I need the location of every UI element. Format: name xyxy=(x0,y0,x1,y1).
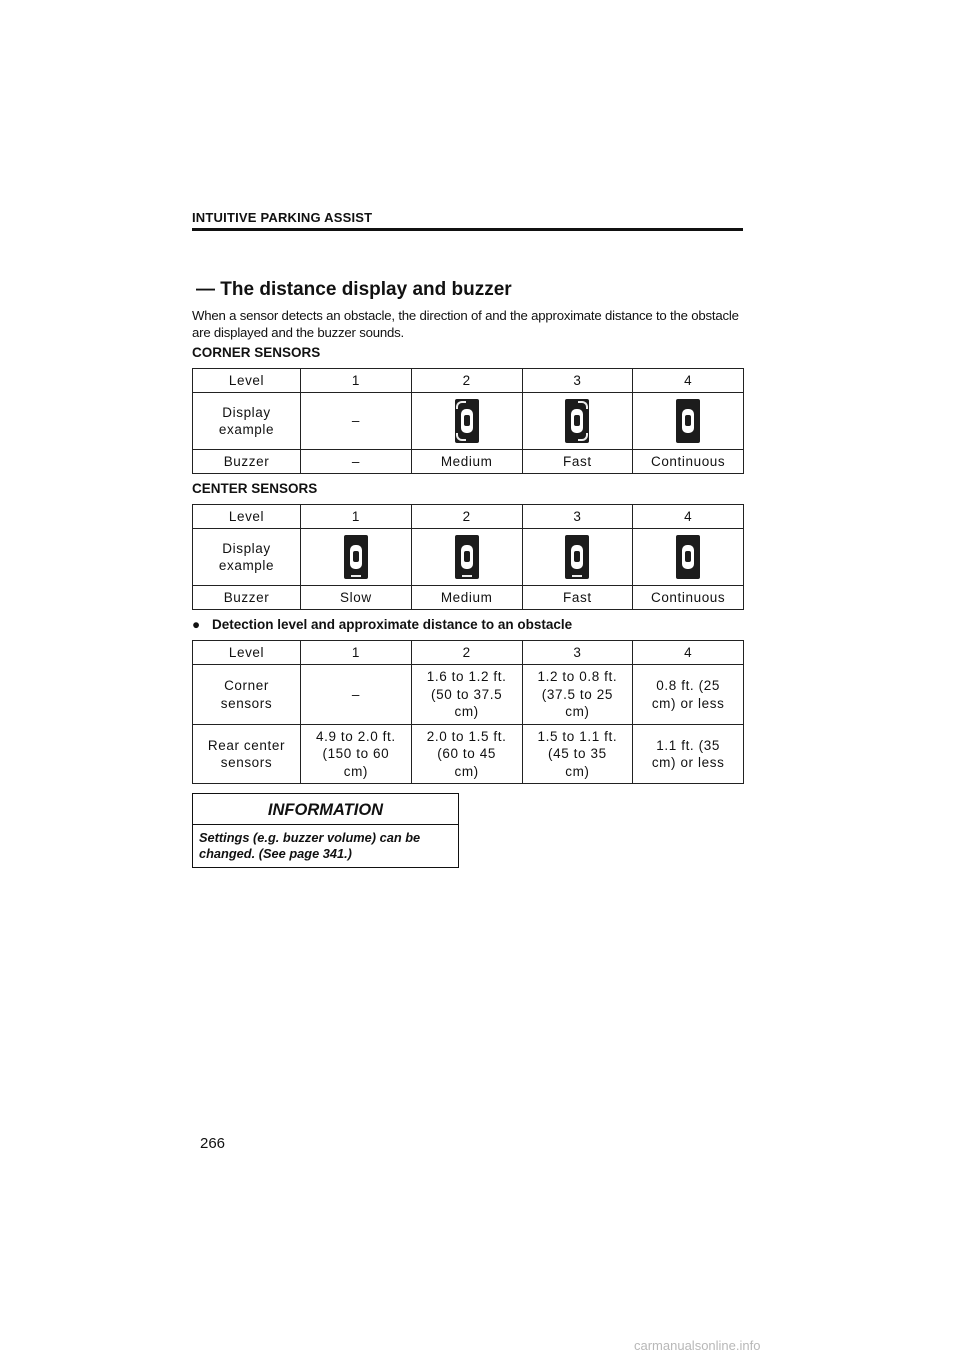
table-cell: Slow xyxy=(301,586,412,610)
car-sensor-display-icon xyxy=(565,535,589,579)
table-cell xyxy=(411,393,522,450)
table-cell: 4 xyxy=(633,641,744,665)
table-cell: 3 xyxy=(522,369,633,393)
header-rule xyxy=(192,228,743,231)
car-sensor-display-icon xyxy=(676,535,700,579)
bullet-icon: ● xyxy=(192,617,201,632)
center-sensors-heading: CENTER SENSORS xyxy=(192,481,318,496)
table-cell xyxy=(633,393,744,450)
page-number: 266 xyxy=(200,1135,226,1152)
table-cell: 2 xyxy=(411,505,522,529)
table-cell: Fast xyxy=(522,450,633,474)
table-cell: Medium xyxy=(411,450,522,474)
table-cell: Fast xyxy=(522,586,633,610)
table-cell xyxy=(633,529,744,586)
car-sensor-display-icon xyxy=(565,399,589,443)
table-cell: 3 xyxy=(522,505,633,529)
table-cell: Rear center sensors xyxy=(193,725,301,784)
section-title: — The distance display and buzzer xyxy=(196,279,512,300)
table-cell: 1 xyxy=(301,505,412,529)
table-cell: Buzzer xyxy=(193,450,301,474)
detection-heading xyxy=(192,617,572,632)
watermark: carmanualsonline.info xyxy=(634,1338,761,1353)
table-cell: Level xyxy=(193,505,301,529)
table-cell: Level xyxy=(193,369,301,393)
table-row xyxy=(193,725,744,784)
table-cell: – xyxy=(301,665,412,725)
table-row xyxy=(193,665,744,725)
car-sensor-display-icon xyxy=(455,399,479,443)
table-row xyxy=(193,393,744,450)
table-cell xyxy=(411,529,522,586)
table-row xyxy=(193,450,744,474)
corner-sensors-heading: CORNER SENSORS xyxy=(192,345,321,360)
table-cell: Continuous xyxy=(633,450,744,474)
table-cell: 2 xyxy=(411,369,522,393)
table-row xyxy=(193,369,744,393)
table-cell: 1.5 to 1.1 ft. (45 to 35 cm) xyxy=(522,725,633,784)
table-cell: Continuous xyxy=(633,586,744,610)
table-row xyxy=(193,641,744,665)
table-cell: – xyxy=(301,450,412,474)
intro-paragraph: When a sensor detects an obstacle, the direction of and the approximate distance to the obstacle are displayed and the buzzer sounds. xyxy=(192,308,739,340)
table-cell: Display example xyxy=(193,393,301,450)
running-header: INTUITIVE PARKING ASSIST xyxy=(192,210,373,225)
table-cell: 1.2 to 0.8 ft. (37.5 to 25 cm) xyxy=(522,665,633,725)
table-cell: Level xyxy=(193,641,301,665)
detection-heading-text: Detection level and approximate distance to an obstacle xyxy=(212,617,573,632)
table-cell xyxy=(522,393,633,450)
center-sensors-table xyxy=(192,504,744,610)
detection-distance-table xyxy=(192,640,744,784)
table-row xyxy=(193,529,744,586)
table-row xyxy=(193,586,744,610)
table-cell: Display example xyxy=(193,529,301,586)
information-title: INFORMATION xyxy=(267,801,384,819)
table-cell: 4 xyxy=(633,369,744,393)
car-sensor-display-icon xyxy=(455,535,479,579)
table-cell: 1.1 ft. (35 cm) or less xyxy=(633,725,744,784)
table-cell: Buzzer xyxy=(193,586,301,610)
table-cell: 1.6 to 1.2 ft. (50 to 37.5 cm) xyxy=(411,665,522,725)
table-cell: – xyxy=(301,393,412,450)
information-box xyxy=(192,793,459,868)
table-cell: 1 xyxy=(301,369,412,393)
car-sensor-display-icon xyxy=(344,535,368,579)
corner-sensors-table xyxy=(192,368,744,474)
table-cell: 4 xyxy=(633,505,744,529)
table-cell: 3 xyxy=(522,641,633,665)
table-cell: Medium xyxy=(411,586,522,610)
table-cell: 1 xyxy=(301,641,412,665)
car-sensor-display-icon xyxy=(676,399,700,443)
table-cell: 0.8 ft. (25 cm) or less xyxy=(633,665,744,725)
table-cell: Corner sensors xyxy=(193,665,301,725)
table-cell: 4.9 to 2.0 ft. (150 to 60 cm) xyxy=(301,725,412,784)
table-cell xyxy=(301,529,412,586)
information-text: Settings (e.g. buzzer volume) can be changed. (See page 341.) xyxy=(199,830,421,861)
table-row xyxy=(193,505,744,529)
table-cell: 2 xyxy=(411,641,522,665)
table-cell xyxy=(522,529,633,586)
table-cell: 2.0 to 1.5 ft. (60 to 45 cm) xyxy=(411,725,522,784)
